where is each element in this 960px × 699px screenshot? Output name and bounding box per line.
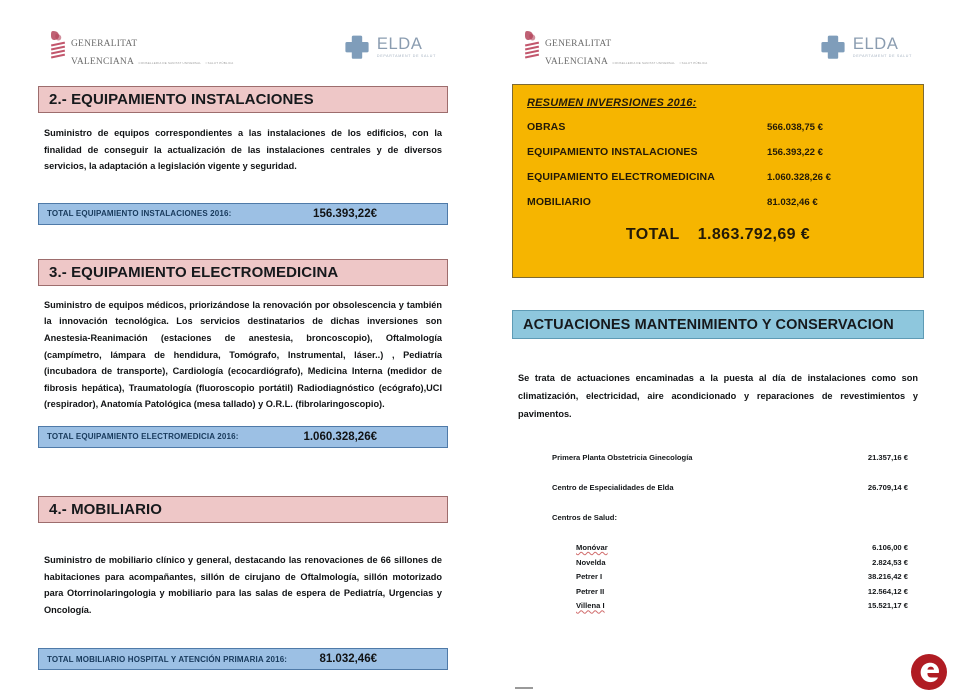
mantenimiento-heading: ACTUACIONES MANTENIMIENTO Y CONSERVACION: [523, 316, 894, 333]
centro-value: 2.824,53 €: [872, 557, 908, 567]
elda-logo: [344, 34, 436, 60]
generalitat-line1-right: GENERALITAT: [545, 39, 612, 49]
resumen-title: RESUMEN INVERSIONES 2016:: [527, 97, 697, 109]
resumen-label: EQUIPAMIENTO INSTALACIONES: [527, 146, 698, 158]
elda-name: ELDA: [376, 34, 423, 53]
generalitat-line1: GENERALITAT: [71, 39, 138, 49]
mantenimiento-detail-list: [512, 453, 924, 614]
medical-cross-icon: [344, 34, 370, 60]
total-instalaciones-label: TOTAL EQUIPAMIENTO INSTALACIONES 2016:: [47, 209, 232, 219]
centro-value: 12.564,12 €: [867, 586, 908, 596]
centro-label: Petrer I: [576, 572, 603, 582]
resumen-value: 1.060.328,26 €: [767, 172, 832, 183]
centros-de-salud-label: Centros de Salud:: [552, 513, 617, 522]
centro-row: [576, 585, 924, 600]
centro-label: Monóvar: [576, 543, 608, 552]
resumen-total-row: [527, 226, 909, 244]
resumen-row: [527, 146, 909, 158]
centro-label: Villena I: [576, 601, 605, 611]
right-logo-band: [512, 28, 924, 76]
centro-value: 38.216,42 €: [867, 572, 908, 582]
elda-logo-text-right: [853, 36, 912, 59]
medical-cross-icon-right: [820, 34, 846, 60]
centro-label: Petrer II: [576, 586, 605, 596]
generalitat-sub1: CONSELLERIA DE SANITAT UNIVERSAL: [138, 61, 202, 65]
detail-value: 26.709,14 €: [867, 483, 908, 492]
section4-heading: 4.- MOBILIARIO: [49, 500, 163, 518]
detail-value: 21.357,16 €: [867, 453, 908, 462]
resumen-value: 156.393,22 €: [767, 147, 824, 158]
centro-row: [576, 599, 924, 614]
corner-brand-logo-icon: [910, 653, 948, 691]
right-column: [512, 28, 924, 614]
section-header-equipamiento-electromedicina: [38, 259, 448, 286]
generalitat-sub2-right: I SALUT PÚBLICA: [679, 61, 708, 65]
detail-label: Primera Planta Obstetricia Ginecología: [552, 453, 693, 462]
resumen-label: EQUIPAMIENTO ELECTROMEDICINA: [527, 171, 715, 183]
section2-heading: 2.- EQUIPAMIENTO INSTALACIONES: [49, 91, 314, 108]
resumen-value: 81.032,46 €: [767, 197, 818, 208]
generalitat-line2: VALENCIANA: [71, 57, 135, 67]
elda-name-right: ELDA: [852, 34, 899, 53]
centro-label: Novelda: [576, 557, 606, 567]
left-column: [38, 28, 448, 670]
elda-logo-text: [377, 36, 436, 59]
centro-row: [576, 570, 924, 585]
generalitat-logo-text: [71, 30, 233, 69]
generalitat-sub2: I SALUT PÚBLICA: [205, 61, 234, 65]
resumen-label: MOBILIARIO: [527, 196, 591, 208]
resumen-row: [527, 196, 909, 208]
generalitat-line2-right: VALENCIANA: [545, 57, 609, 67]
generalitat-crest-icon-right: [524, 30, 541, 64]
total-instalaciones-value: 156.393,22€: [313, 207, 377, 220]
section4-body: Suministro de mobiliario clínico y general, destacando las renovaciones de 66 sillones de habitaciones para acompañantes, sillón de cirujano de Oftalmología, sillón motorizado para Otorrinolaringologia y mobiliario para las salas de espera de Pediatría, Urgencias y Oncología.: [44, 554, 442, 615]
elda-tagline-right: DEPARTAMENT DE SALUT: [852, 53, 912, 58]
section-header-actuaciones-mantenimiento: [512, 310, 924, 339]
resumen-label: OBRAS: [527, 121, 566, 133]
total-mobiliario-value: 81.032,46€: [319, 653, 377, 666]
section3-body: Suministro de equipos médicos, priorizándose la renovación por obsolescencia y también la innovación tecnológica. Los servicios destinatarios de dichas inversiones son Anestesia-Reanimación (estaciones de anestesia, broncoscopio), Oftalmología (campímetro, lámpara de hendidura, Tomógrafo, Instrumental, láser..) , Pediatría (incubadora de transporte), Cardiología (ecocardiógrafo), Medicina Interna (medidor de fibrosis hepática), Traumatología (fluoroscopio portátil) Radiodiagnóstico (ecógrafo),UCI (respirador), Anatomía Patológica (mesa tallado) y O.R.L. (fibrolaringoscopio).: [44, 299, 442, 410]
left-logo-band: [38, 28, 448, 76]
section3-heading: 3.- EQUIPAMIENTO ELECTROMEDICINA: [49, 263, 339, 281]
section-header-mobiliario: [38, 496, 448, 523]
total-mobiliario-label: TOTAL MOBILIARIO HOSPITAL Y ATENCIÓN PRIMARIA 2016:: [47, 654, 288, 664]
total-bar-electromedicina: [38, 426, 448, 448]
generalitat-valenciana-logo-right: [524, 30, 707, 69]
section2-body: Suministro de equipos correspondientes a las instalaciones de los edificios, con la finalidad de conseguir la actualización de las instalaciones centrales y de diversos servicios, la adaptación a legislación vigente y seguridad.: [44, 128, 442, 172]
resumen-total-value: 1.863.792,69 €: [697, 226, 811, 243]
total-electromedicina-value: 1.060.328,26€: [303, 430, 377, 443]
centro-value: 15.521,17 €: [867, 601, 908, 611]
total-bar-instalaciones: [38, 203, 448, 225]
centro-value: 6.106,00 €: [872, 543, 908, 552]
generalitat-sub1-right: CONSELLERIA DE SANITAT UNIVERSAL: [612, 61, 676, 65]
resumen-value: 566.038,75 €: [767, 122, 824, 133]
generalitat-valenciana-logo: [50, 30, 233, 69]
mantenimiento-body: Se trata de actuaciones encaminadas a la puesta al día de instalaciones como son climatización, electricidad, aire acondicionado y reparaciones de revestimientos y pavimentos.: [518, 373, 918, 419]
generalitat-logo-text-right: [545, 30, 707, 69]
centro-row: [576, 541, 924, 556]
resumen-inversiones-box: [512, 84, 924, 278]
total-electromedicina-label: TOTAL EQUIPAMIENTO ELECTROMEDICIA 2016:: [47, 432, 239, 442]
detail-label: Centro de Especialidades de Elda: [552, 483, 674, 492]
generalitat-crest-icon: [50, 30, 67, 64]
centros-de-salud-list: [552, 541, 924, 614]
resumen-row: [527, 121, 909, 133]
resumen-total-label: TOTAL: [625, 226, 680, 243]
centro-row: [576, 556, 924, 571]
section-header-equipamiento-instalaciones: [38, 86, 448, 113]
elda-logo-right: [820, 34, 912, 60]
detail-row: [552, 483, 924, 492]
total-bar-mobiliario: [38, 648, 448, 670]
detail-row: [552, 453, 924, 462]
resumen-row: [527, 171, 909, 183]
footer-rule: [515, 687, 533, 689]
elda-tagline: DEPARTAMENT DE SALUT: [376, 53, 436, 58]
